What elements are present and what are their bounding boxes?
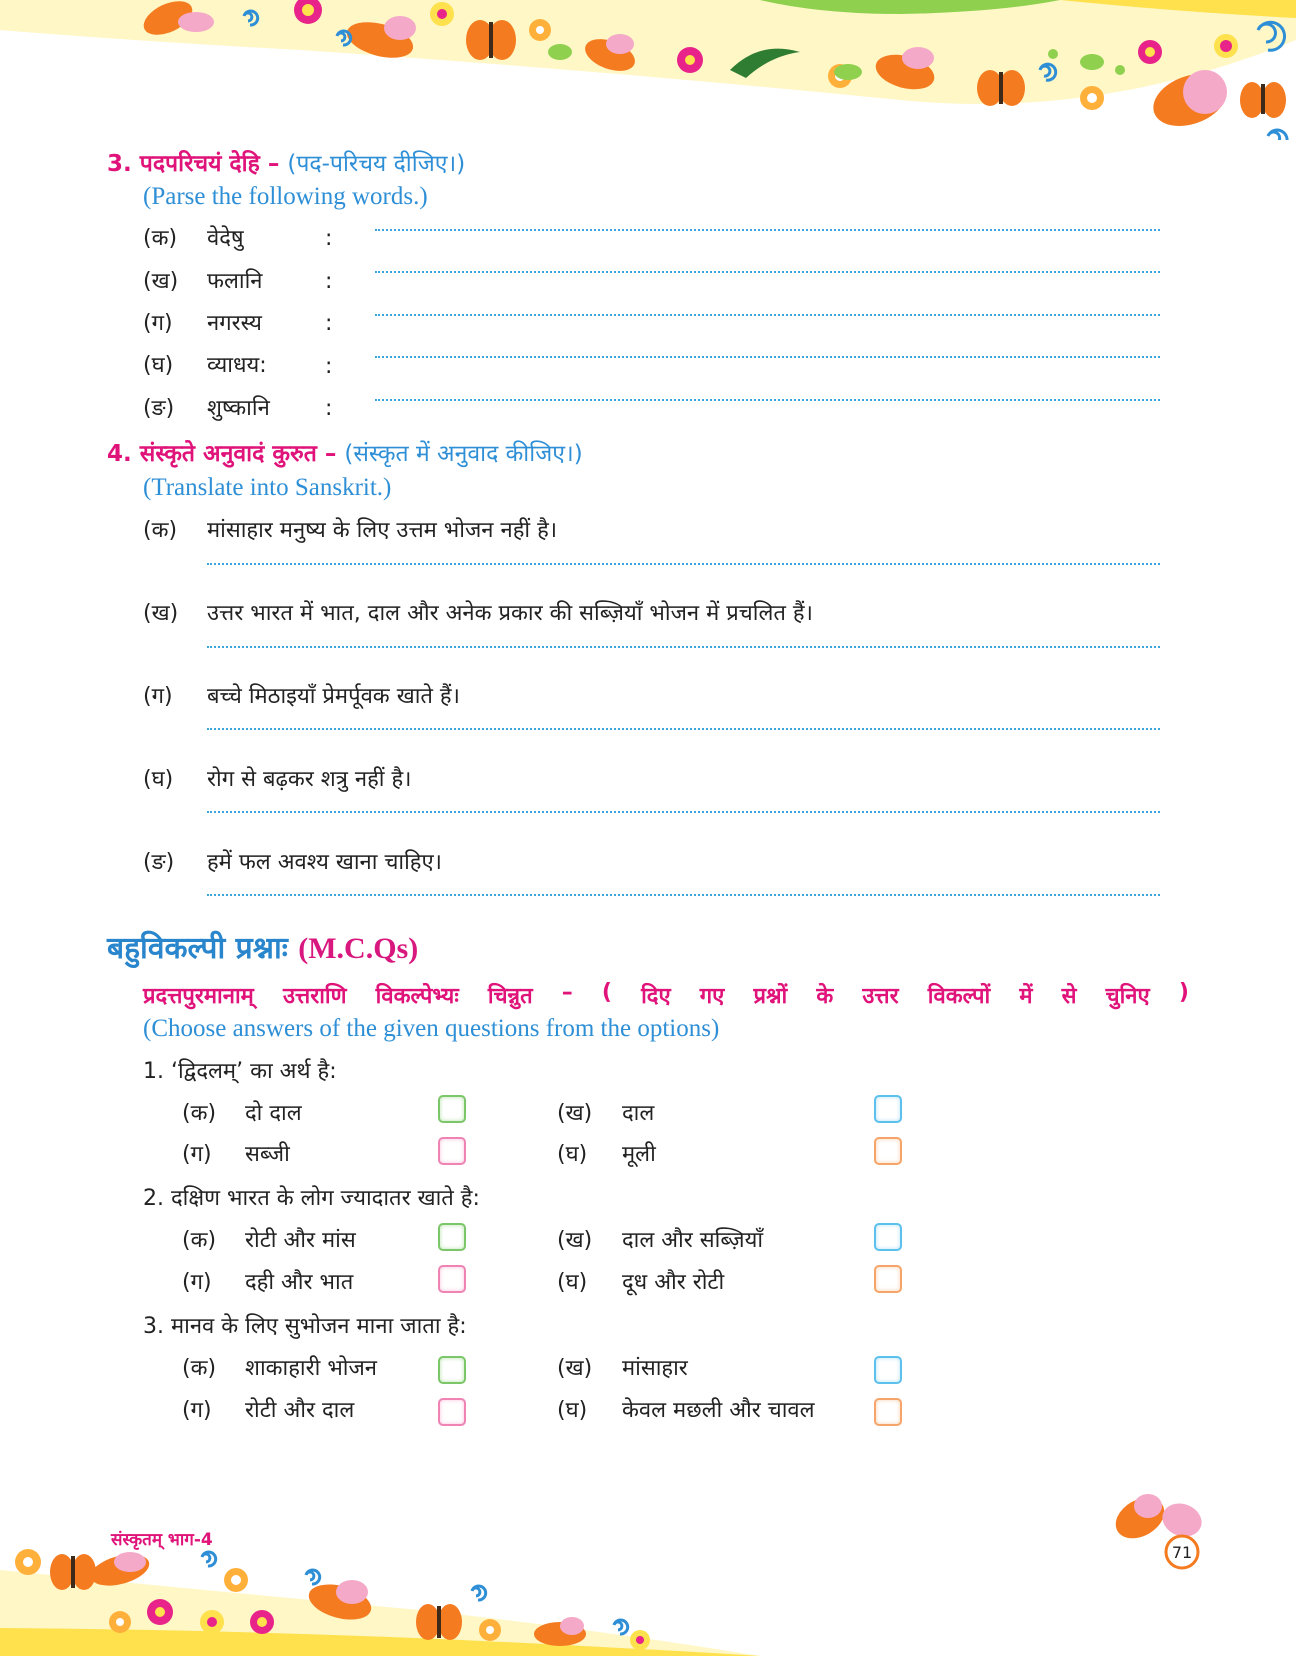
q4-hindi-instruction: (संस्कृत में अनुवाद कीजिए।): [344, 441, 583, 467]
q4-item-label: (ख): [143, 601, 179, 626]
option-label: (घ): [557, 1398, 588, 1423]
mcq-question: 3. मानव के लिए सुभोजन माना जाता है:: [143, 1314, 467, 1339]
instruction-word: उत्तराणि: [282, 984, 347, 1009]
q4-item-sentence: उत्तर भारत में भात, दाल और अनेक प्रकार की सब्ज़ियाँ भोजन में प्रचलित हैं।: [207, 601, 813, 626]
option-label: (ग): [182, 1398, 212, 1423]
q4-item-label: (घ): [143, 767, 174, 792]
mcq-instruction: [143, 980, 1189, 1010]
q3-item-label: (ख): [143, 269, 179, 294]
answer-line[interactable]: [375, 356, 1160, 358]
option-checkbox[interactable]: [874, 1398, 902, 1426]
q4-item-sentence: रोग से बढ़कर शत्रु नहीं है।: [207, 767, 412, 792]
option-label: (घ): [557, 1270, 588, 1295]
q4-item-label: (ग): [143, 684, 173, 709]
q4-item-label: (क): [143, 518, 178, 543]
instruction-word: प्रश्नों: [753, 984, 788, 1009]
q4-title: संस्कृते अनुवादं कुरुत: [139, 441, 317, 467]
option-label: (ख): [557, 1228, 593, 1253]
q4-dash: –: [324, 441, 337, 467]
option-checkbox[interactable]: [438, 1398, 466, 1426]
q4-english-instruction: (Translate into Sanskrit.): [143, 474, 392, 501]
option-text: दाल और सब्ज़ियाँ: [622, 1228, 764, 1253]
q4-item-sentence: हमें फल अवश्य खाना चाहिए।: [207, 850, 442, 875]
option-label: (क): [182, 1228, 217, 1253]
q3-item-colon: :: [325, 396, 333, 421]
option-checkbox[interactable]: [874, 1223, 902, 1251]
option-label: (ग): [182, 1142, 212, 1167]
answer-line[interactable]: [207, 894, 1160, 896]
q3-item-word: वेदेषु: [207, 226, 244, 251]
answer-line[interactable]: [375, 229, 1160, 231]
bottom-decorative-border: [0, 1530, 1296, 1656]
q3-english-instruction: (Parse the following words.): [143, 183, 428, 210]
option-text: केवल मछली और चावल: [622, 1398, 815, 1423]
mcq-section-title: [107, 926, 418, 967]
answer-line[interactable]: [207, 811, 1160, 813]
instruction-word: दिए: [641, 984, 671, 1009]
option-checkbox[interactable]: [438, 1356, 466, 1384]
answer-line[interactable]: [207, 728, 1160, 730]
answer-line[interactable]: [375, 399, 1160, 401]
q3-item-label: (घ): [143, 353, 174, 378]
answer-line[interactable]: [207, 646, 1160, 648]
instruction-word: विकल्पों: [927, 984, 991, 1009]
option-label: (क): [182, 1356, 217, 1381]
q3-item-label: (ङ): [143, 396, 175, 421]
answer-line[interactable]: [207, 563, 1160, 565]
instruction-word: गए: [699, 984, 725, 1009]
instruction-word: ): [1178, 980, 1189, 1005]
instruction-word: (: [601, 980, 612, 1005]
q3-item-label: (ग): [143, 311, 173, 336]
q3-item-word: नगरस्य: [207, 311, 262, 336]
option-label: (ग): [182, 1270, 212, 1295]
option-checkbox[interactable]: [438, 1095, 466, 1123]
q3-item-colon: :: [325, 311, 333, 336]
option-checkbox[interactable]: [438, 1223, 466, 1251]
q3-title: पदपरिचयं देहि: [139, 151, 260, 177]
q4-item-label: (ङ): [143, 850, 175, 875]
q3-number: 3.: [107, 151, 132, 177]
option-checkbox[interactable]: [874, 1137, 902, 1165]
q3-item-colon: :: [325, 354, 333, 379]
mcq-title-english: (M.C.Qs): [298, 932, 419, 965]
option-text: दो दाल: [245, 1101, 302, 1126]
q3-item-word: व्याधय:: [207, 353, 267, 378]
option-checkbox[interactable]: [438, 1265, 466, 1293]
option-text: मांसाहार: [622, 1356, 688, 1381]
option-text: दाल: [622, 1101, 655, 1126]
option-checkbox[interactable]: [438, 1137, 466, 1165]
mcq-english-instruction: (Choose answers of the given questions from the options): [143, 1015, 720, 1042]
option-label: (ख): [557, 1101, 593, 1126]
instruction-word: उत्तर: [862, 984, 899, 1009]
option-text: शाकाहारी भोजन: [245, 1356, 378, 1381]
answer-line[interactable]: [375, 314, 1160, 316]
page-number: 71: [1171, 1543, 1193, 1562]
mcq-title-hindi: बहुविकल्पी प्रश्नाः: [107, 931, 288, 966]
option-text: रोटी और मांस: [245, 1228, 356, 1253]
instruction-word: में: [1019, 984, 1033, 1009]
q4-number: 4.: [107, 441, 132, 467]
book-title: संस्कृतम् भाग-4: [111, 1530, 213, 1550]
option-text: रोटी और दाल: [245, 1398, 355, 1423]
q4-item-sentence: बच्चे मिठाइयाँ प्रेमर्पूवक खाते हैं।: [207, 684, 460, 709]
q3-hindi-instruction: (पद-परिचय दीजिए।): [287, 151, 466, 177]
option-text: दूध और रोटी: [622, 1270, 725, 1295]
option-text: मूली: [622, 1142, 656, 1167]
option-checkbox[interactable]: [874, 1265, 902, 1293]
instruction-word: के: [816, 984, 834, 1009]
q3-item-word: शुष्कानि: [207, 396, 270, 421]
instruction-word: प्रदत्तपुरमानाम्: [143, 984, 254, 1009]
q3-item-colon: :: [325, 226, 333, 251]
option-label: (घ): [557, 1142, 588, 1167]
answer-line[interactable]: [375, 271, 1160, 273]
q3-item-word: फलानि: [207, 269, 263, 294]
option-label: (क): [182, 1101, 217, 1126]
q4-item-sentence: मांसाहार मनुष्य के लिए उत्तम भोजन नहीं है।: [207, 518, 558, 543]
instruction-word: –: [561, 980, 573, 1005]
option-checkbox[interactable]: [874, 1356, 902, 1384]
q3-dash: –: [267, 151, 280, 177]
q3-item-label: (क): [143, 226, 178, 251]
mcq-question: 2. दक्षिण भारत के लोग ज्यादातर खाते है:: [143, 1186, 480, 1211]
instruction-word: चुनिए: [1105, 984, 1150, 1009]
q3-heading: [107, 146, 465, 178]
option-checkbox[interactable]: [874, 1095, 902, 1123]
option-text: दही और भात: [245, 1270, 354, 1295]
instruction-word: विकल्पेभ्यः: [375, 984, 459, 1009]
option-label: (ख): [557, 1356, 593, 1381]
option-text: सब्जी: [245, 1142, 290, 1167]
instruction-word: चिन्नुत: [487, 984, 533, 1009]
q3-item-colon: :: [325, 269, 333, 294]
mcq-question: 1. ‘द्विदलम्’ का अर्थ है:: [143, 1059, 337, 1084]
q4-heading: [107, 436, 583, 468]
top-decorative-border: [0, 0, 1296, 140]
instruction-word: से: [1061, 984, 1077, 1009]
